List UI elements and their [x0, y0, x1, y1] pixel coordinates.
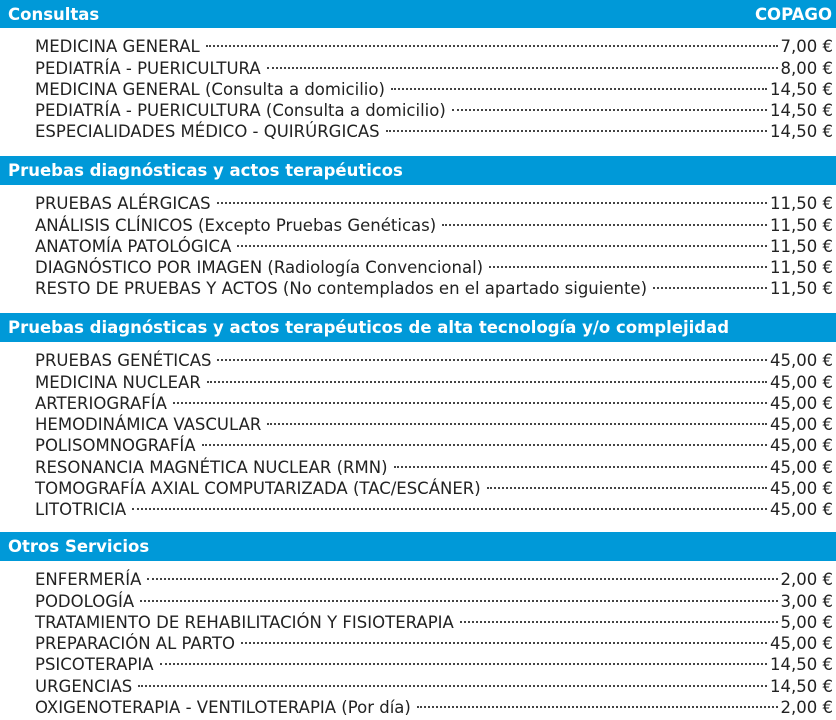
dot-leader — [267, 409, 767, 430]
item-label: ARTERIOGRAFÍA — [35, 393, 167, 413]
section-title: Pruebas diagnósticas y actos terapéuticos de alta tecnología y/o complejidad — [8, 318, 730, 337]
item-list — [0, 561, 836, 718]
dot-leader — [442, 209, 767, 230]
item-label: RESTO DE PRUEBAS Y ACTOS (No contemplados en el apartado siguiente) — [35, 279, 648, 299]
item-label: MEDICINA GENERAL (Consulta a domicilio) — [35, 79, 385, 99]
item-price: 5,00 € — [780, 612, 833, 632]
item-price: 11,50 € — [770, 258, 833, 278]
item-label: PREPARACIÓN AL PARTO — [35, 634, 236, 654]
copago-column-label: COPAGO — [754, 4, 832, 24]
item-price: 45,00 € — [770, 372, 833, 392]
item-price: 45,00 € — [770, 457, 833, 477]
dot-leader — [241, 628, 767, 649]
dot-leader — [391, 74, 767, 95]
dot-leader — [452, 95, 767, 116]
section-title: Otros Servicios — [8, 537, 150, 556]
dot-leader — [267, 52, 778, 73]
item-label: MEDICINA GENERAL — [35, 37, 200, 57]
item-label: PODOLOGÍA — [35, 591, 135, 611]
item-price: 2,00 € — [780, 570, 833, 590]
section-otros-servicios — [0, 532, 836, 718]
list-item — [0, 564, 836, 590]
item-price: 45,00 € — [770, 351, 833, 371]
item-label: DIAGNÓSTICO POR IMAGEN (Radiología Convencional) — [35, 258, 484, 278]
dot-leader — [237, 231, 767, 252]
item-label: ANÁLISIS CLÍNICOS (Excepto Pruebas Genéticas) — [35, 215, 437, 235]
item-price: 14,50 € — [770, 676, 833, 696]
item-list — [0, 185, 836, 299]
item-price: 7,00 € — [780, 37, 833, 57]
dot-leader — [386, 116, 767, 137]
list-item — [0, 345, 836, 371]
dot-leader — [173, 388, 767, 409]
item-label: ESPECIALIDADES MÉDICO - QUIRÚRGICAS — [35, 122, 380, 142]
item-label: TRATAMIENTO DE REHABILITACIÓN Y FISIOTERAPIA — [35, 612, 454, 632]
item-price: 45,00 € — [770, 415, 833, 435]
section-header — [0, 0, 836, 28]
item-label: PEDIATRÍA - PUERICULTURA (Consulta a domicilio) — [35, 101, 446, 121]
item-price: 14,50 € — [770, 655, 833, 675]
item-label: OXIGENOTERAPIA - VENTILOTERAPIA (Por día) — [35, 698, 411, 718]
item-label: ANATOMÍA PATOLÓGICA — [35, 236, 232, 256]
dot-leader — [394, 451, 768, 472]
item-price: 8,00 € — [780, 58, 833, 78]
item-price: 45,00 € — [770, 634, 833, 654]
dot-leader — [202, 430, 767, 451]
list-item — [0, 188, 836, 214]
section-alta-tecnologia — [0, 313, 836, 520]
item-label: PRUEBAS GENÉTICAS — [35, 351, 212, 371]
section-pruebas-diagnosticas — [0, 156, 836, 299]
item-label: PEDIATRÍA - PUERICULTURA — [35, 58, 261, 78]
item-label: PSICOTERAPIA — [35, 655, 154, 675]
item-price: 45,00 € — [770, 479, 833, 499]
item-list — [0, 342, 836, 520]
dot-leader — [160, 649, 768, 670]
section-consultas — [0, 0, 836, 142]
item-price: 45,00 € — [770, 500, 833, 520]
item-label: URGENCIAS — [35, 676, 133, 696]
dot-leader — [460, 607, 778, 628]
item-price: 11,50 € — [770, 236, 833, 256]
item-label: MEDICINA NUCLEAR — [35, 372, 201, 392]
dot-leader — [138, 670, 767, 691]
dot-leader — [653, 273, 767, 294]
item-label: TOMOGRAFÍA AXIAL COMPUTARIZADA (TAC/ESCÁNER) — [35, 479, 481, 499]
item-label: RESONANCIA MAGNÉTICA NUCLEAR (RMN) — [35, 457, 388, 477]
dot-leader — [147, 564, 777, 585]
item-label: ENFERMERÍA — [35, 570, 142, 590]
item-label: HEMODINÁMICA VASCULAR — [35, 415, 262, 435]
item-price: 2,00 € — [780, 698, 833, 718]
dot-leader — [487, 473, 767, 494]
item-price: 11,50 € — [770, 279, 833, 299]
item-price: 14,50 € — [770, 101, 833, 121]
item-label: PRUEBAS ALÉRGICAS — [35, 194, 211, 214]
section-title: Consultas — [8, 4, 100, 24]
item-price: 14,50 € — [770, 122, 833, 142]
item-label: POLISOMNOGRAFÍA — [35, 436, 196, 456]
dot-leader — [417, 692, 778, 713]
item-price: 45,00 € — [770, 436, 833, 456]
item-price: 14,50 € — [770, 79, 833, 99]
item-list — [0, 28, 836, 142]
dot-leader — [489, 252, 767, 273]
section-header — [0, 532, 836, 561]
item-price: 11,50 € — [770, 215, 833, 235]
dot-leader — [132, 494, 767, 515]
item-price: 45,00 € — [770, 393, 833, 413]
section-header — [0, 156, 836, 185]
dot-leader — [140, 585, 777, 606]
item-price: 3,00 € — [780, 591, 833, 611]
section-title: Pruebas diagnósticas y actos terapéuticos — [8, 161, 403, 180]
dot-leader — [207, 366, 767, 387]
item-label: LITOTRICIA — [35, 500, 127, 520]
section-header — [0, 313, 836, 342]
item-price: 11,50 € — [770, 194, 833, 214]
dot-leader — [217, 345, 767, 366]
list-item — [0, 31, 836, 57]
dot-leader — [206, 31, 778, 52]
dot-leader — [217, 188, 767, 209]
